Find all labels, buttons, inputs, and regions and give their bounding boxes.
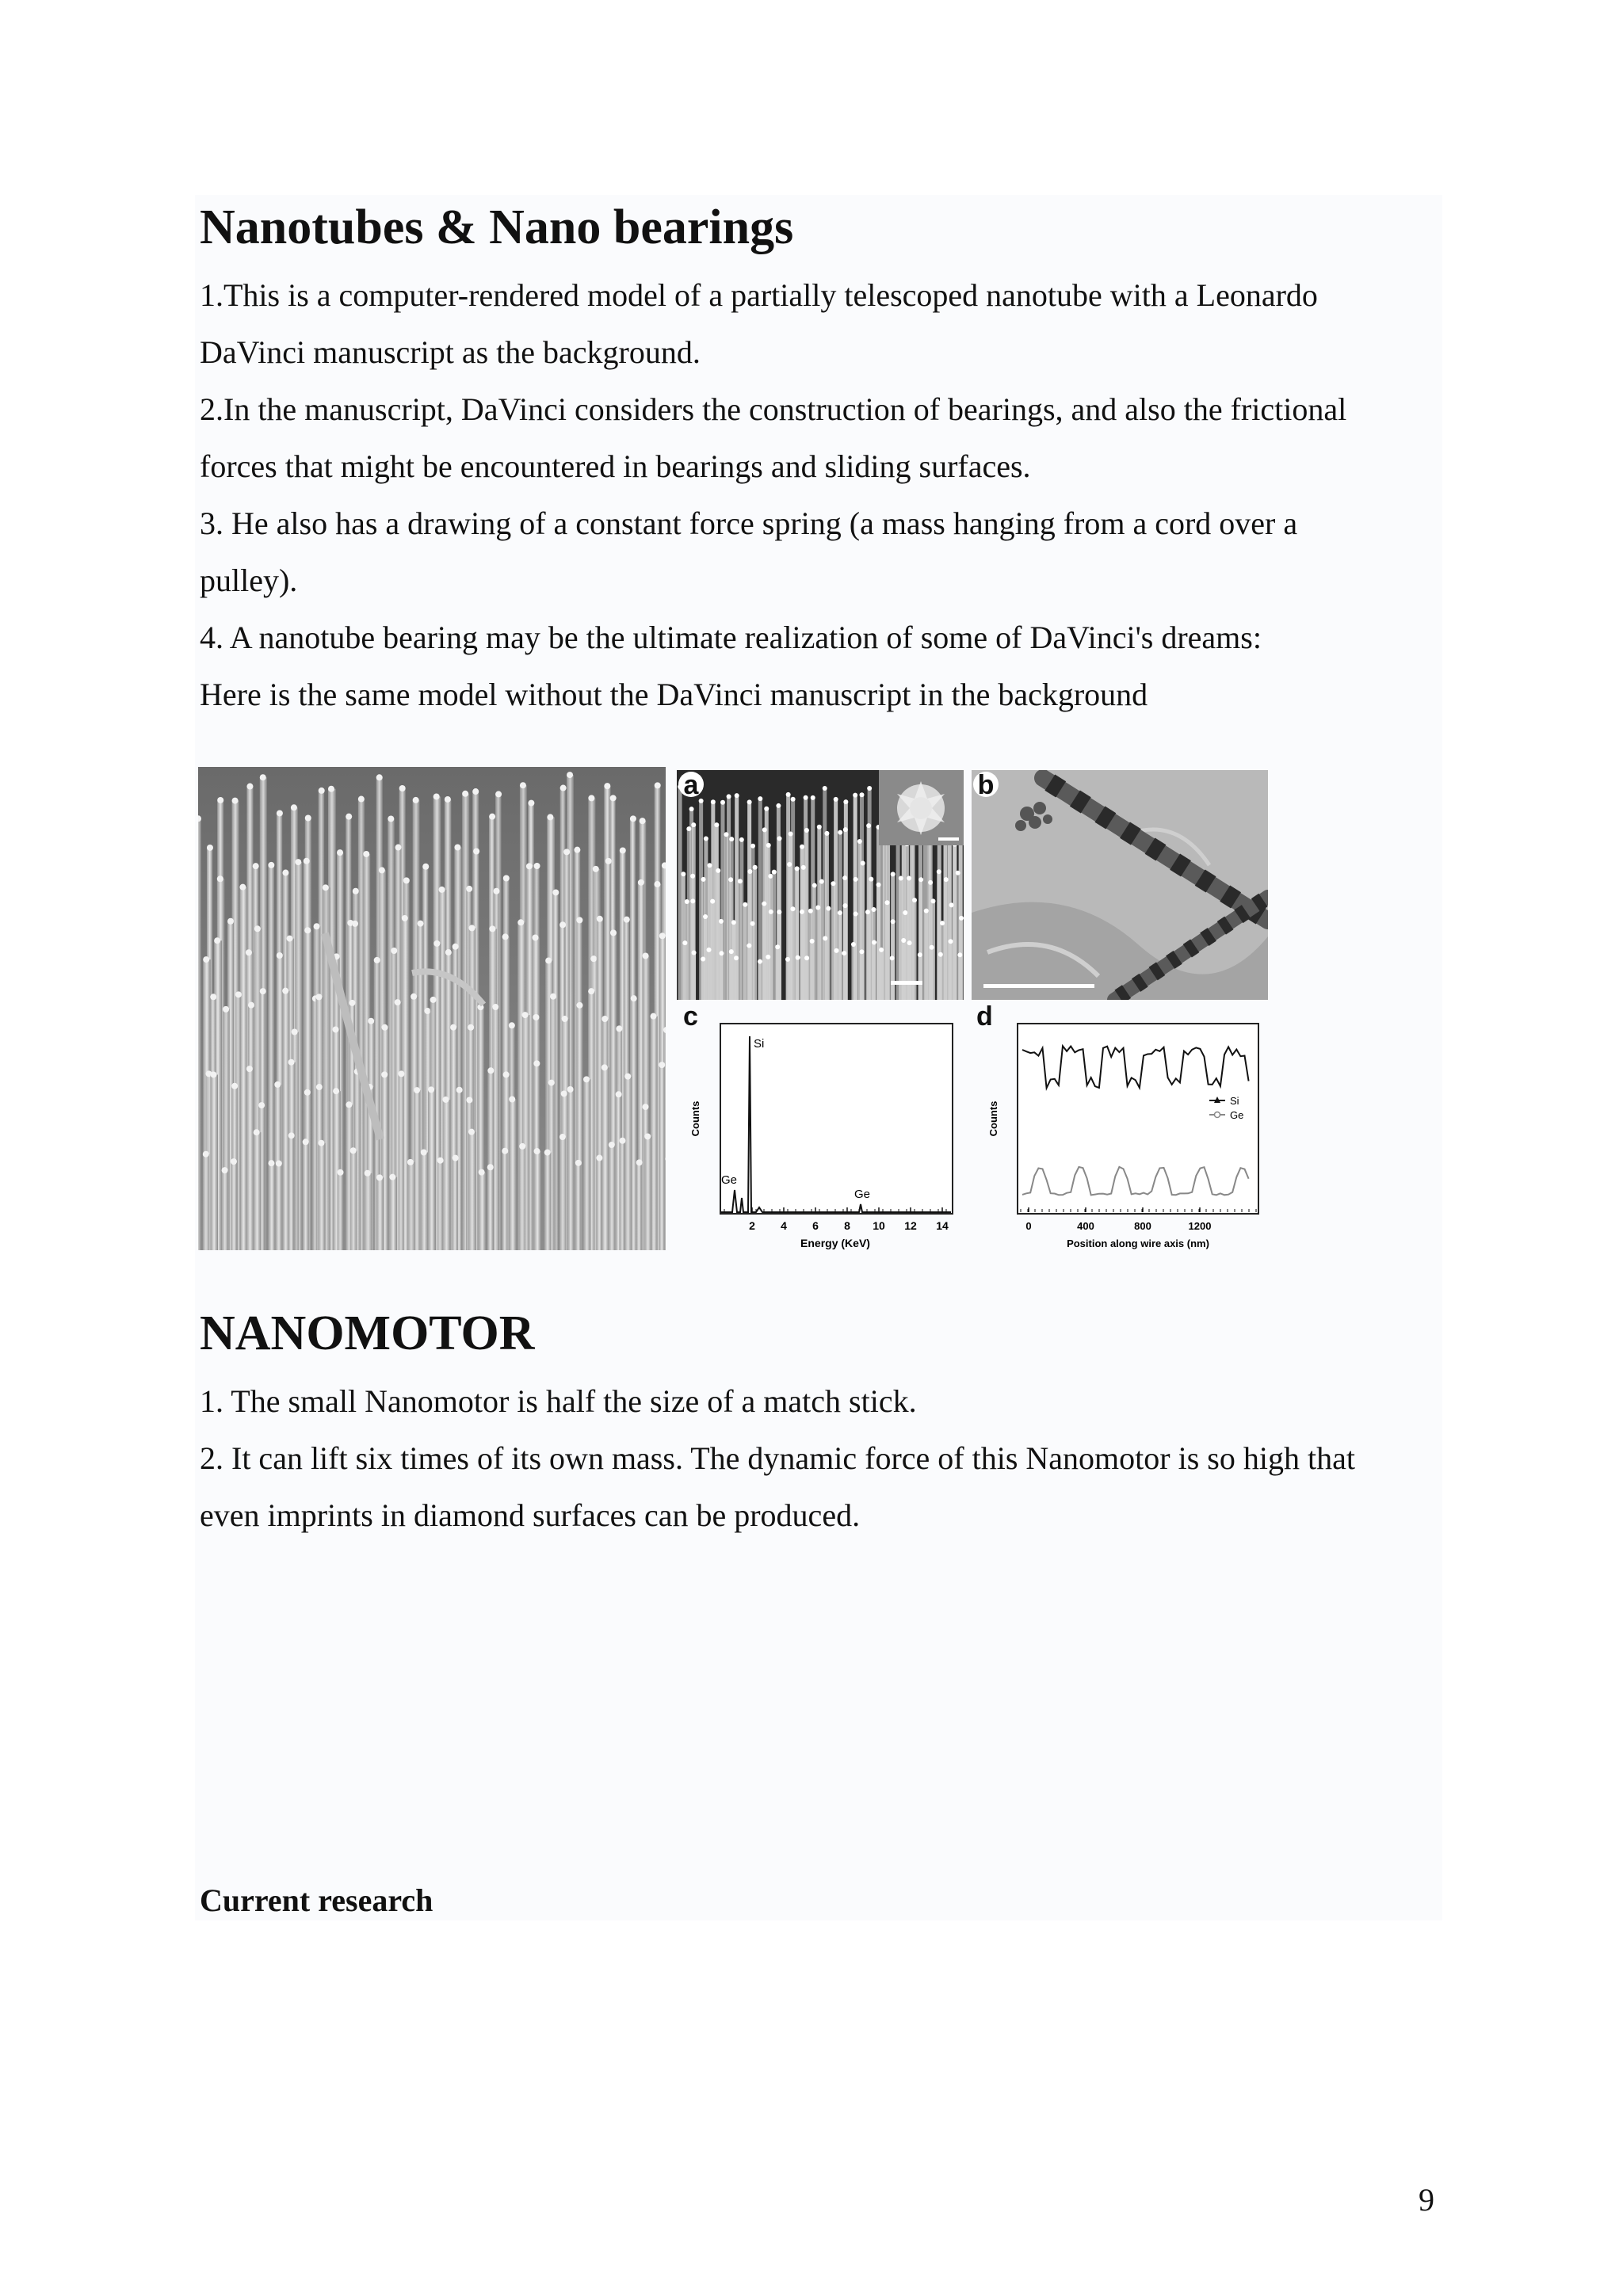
- panel-d-xtick: 1200: [1188, 1220, 1212, 1232]
- sem-nanowire-forest-image: [198, 767, 666, 1250]
- panel-d-xtick: 0: [1025, 1220, 1032, 1232]
- panel-d-linescan: [972, 1000, 1268, 1252]
- legend-si: Si: [1230, 1095, 1239, 1107]
- paragraph-line: 2. It can lift six times of its own mass. The dynamic force of this Nanomotor is so high that: [200, 1440, 1355, 1476]
- panel-label-d: d: [976, 1001, 993, 1032]
- panel-c-spectrum: [677, 1000, 964, 1252]
- panel-c-xtick: 12: [904, 1219, 917, 1232]
- panel-d-xlabel: Position along wire axis (nm): [1067, 1238, 1209, 1249]
- peak-label-ge: Ge: [721, 1173, 738, 1187]
- paragraph-line: 2.In the manuscript, DaVinci considers the construction of bearings, and also the frictional: [200, 391, 1347, 427]
- panel-c-xlabel: Energy (KeV): [800, 1237, 870, 1249]
- paragraph-line: even imprints in diamond surfaces can be produced.: [200, 1497, 861, 1533]
- page-number: 9: [1419, 2182, 1434, 2218]
- panel-c-xtick: 6: [812, 1219, 819, 1232]
- panel-c-xtick: 8: [844, 1219, 850, 1232]
- panel-c-ylabel: Counts: [689, 1100, 701, 1137]
- panel-a-image: [677, 770, 964, 1000]
- panel-label-c: c: [683, 1001, 698, 1032]
- panel-d-ylabel: Counts: [987, 1100, 999, 1137]
- panel-c-xtick: 14: [936, 1219, 949, 1232]
- paragraph-line: Here is the same model without the DaVinci manuscript in the background: [200, 677, 1148, 712]
- panel-b-image: [972, 770, 1268, 1000]
- paragraph-line: 4. A nanotube bearing may be the ultimate realization of some of DaVinci's dreams:: [200, 620, 1262, 655]
- paragraph-line: DaVinci manuscript as the background.: [200, 334, 701, 370]
- section-title-nanotubes: Nanotubes & Nano bearings: [200, 200, 794, 254]
- section-title-nanomotor: NANOMOTOR: [200, 1306, 535, 1360]
- panel-d-xtick: 800: [1134, 1220, 1151, 1232]
- panel-label-b: b: [977, 770, 995, 800]
- panel-label-a: a: [683, 770, 699, 800]
- peak-label-ge-l: Ge: [854, 1188, 871, 1201]
- paragraph-line: 1. The small Nanomotor is half the size of a match stick.: [200, 1383, 917, 1419]
- panel-d-xtick: 400: [1077, 1220, 1094, 1232]
- panel-c-xtick: 4: [781, 1219, 787, 1232]
- legend-ge: Ge: [1230, 1109, 1244, 1121]
- section-title-current-research: Current research: [200, 1882, 433, 1918]
- peak-label-si: Si: [754, 1037, 765, 1051]
- panel-c-xtick: 10: [873, 1219, 885, 1232]
- nanowire-figure: [198, 767, 1268, 1252]
- panel-c-xtick: 2: [749, 1219, 755, 1232]
- paragraph-line: forces that might be encountered in bearings and sliding surfaces.: [200, 448, 1031, 484]
- paragraph-line: 1.This is a computer-rendered model of a partially telescoped nanotube with a Leonardo: [200, 277, 1318, 313]
- paragraph-line: 3. He also has a drawing of a constant force spring (a mass hanging from a cord over a: [200, 505, 1298, 541]
- paragraph-line: pulley).: [200, 563, 298, 598]
